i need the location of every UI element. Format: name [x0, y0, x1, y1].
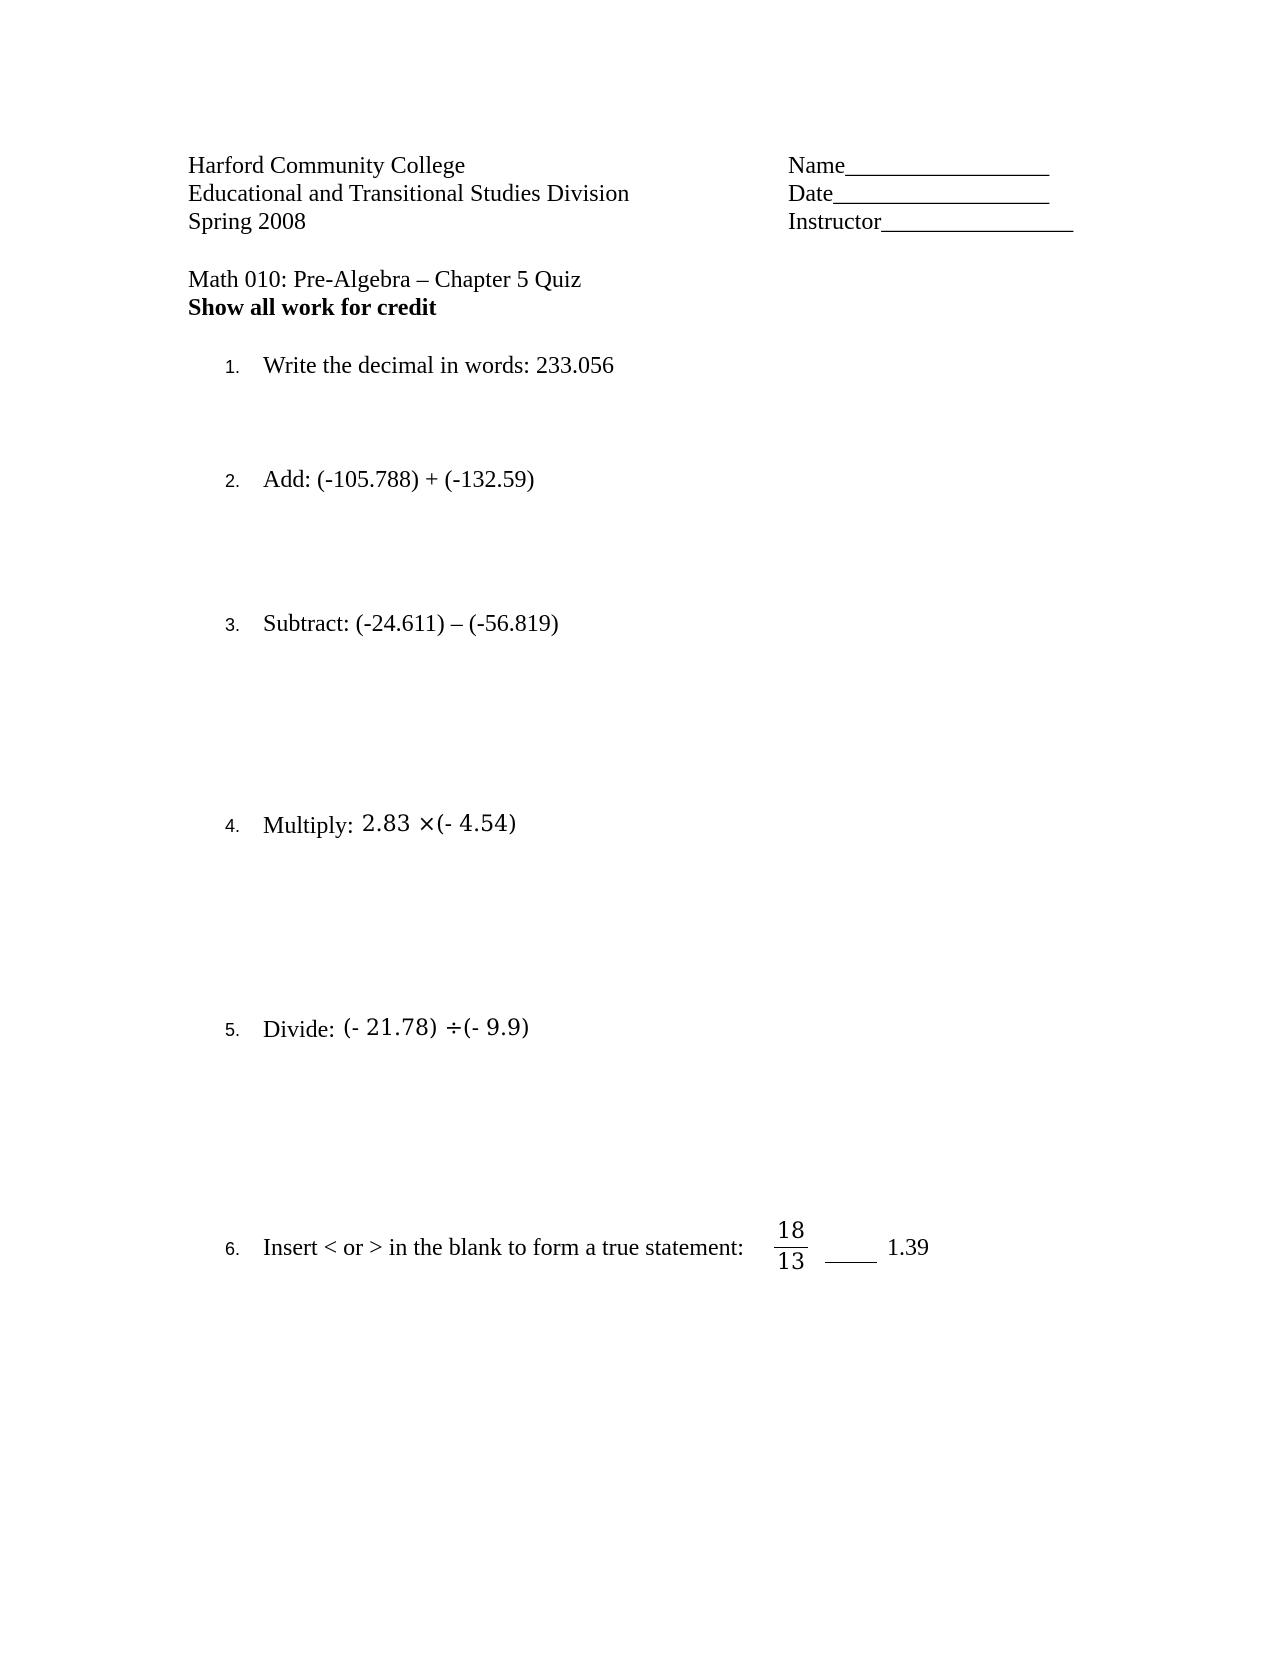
- question-6-fraction: [772, 1218, 810, 1277]
- question-5-number: 5.: [225, 1020, 241, 1040]
- question-5-expression: (- 21.78) ÷(- 9.9): [343, 1016, 530, 1041]
- question-2-text: Add: (-105.788) + (-132.59): [263, 467, 535, 493]
- term: Spring 2008: [188, 209, 307, 235]
- question-4: [263, 811, 517, 840]
- quiz-instructions: Show all work for credit: [188, 295, 437, 321]
- question-3-text: Subtract: (-24.611) – (-56.819): [263, 611, 559, 637]
- fraction-numerator: 18: [777, 1219, 805, 1244]
- instructor-field: Instructor________________: [788, 209, 1074, 235]
- question-2-number: 2.: [225, 471, 241, 491]
- question-5-text: Divide:: [263, 1017, 335, 1043]
- question-3-number: 3.: [225, 615, 241, 635]
- date-field: Date__________________: [788, 181, 1050, 207]
- question-6-compare-value: 1.39: [887, 1235, 929, 1261]
- question-6-text: Insert < or > in the blank to form a true statement:: [263, 1235, 744, 1261]
- division-name: Educational and Transitional Studies Division: [188, 181, 630, 207]
- question-4-number: 4.: [225, 816, 241, 836]
- name-field: Name_________________: [788, 153, 1050, 179]
- question-1-text: Write the decimal in words: 233.056: [263, 353, 614, 379]
- quiz-title: Math 010: Pre-Algebra – Chapter 5 Quiz: [188, 267, 582, 293]
- fraction-bar: [774, 1247, 808, 1248]
- question-4-expression: 2.83 ×(- 4.54): [361, 812, 517, 837]
- question-6-number: 6.: [225, 1239, 241, 1259]
- question-5: [263, 1015, 530, 1044]
- answer-blank: [825, 1262, 877, 1263]
- question-4-text: Multiply:: [263, 813, 354, 839]
- fraction-denominator: 13: [777, 1250, 805, 1275]
- question-1-number: 1.: [225, 357, 241, 377]
- college-name: Harford Community College: [188, 153, 466, 179]
